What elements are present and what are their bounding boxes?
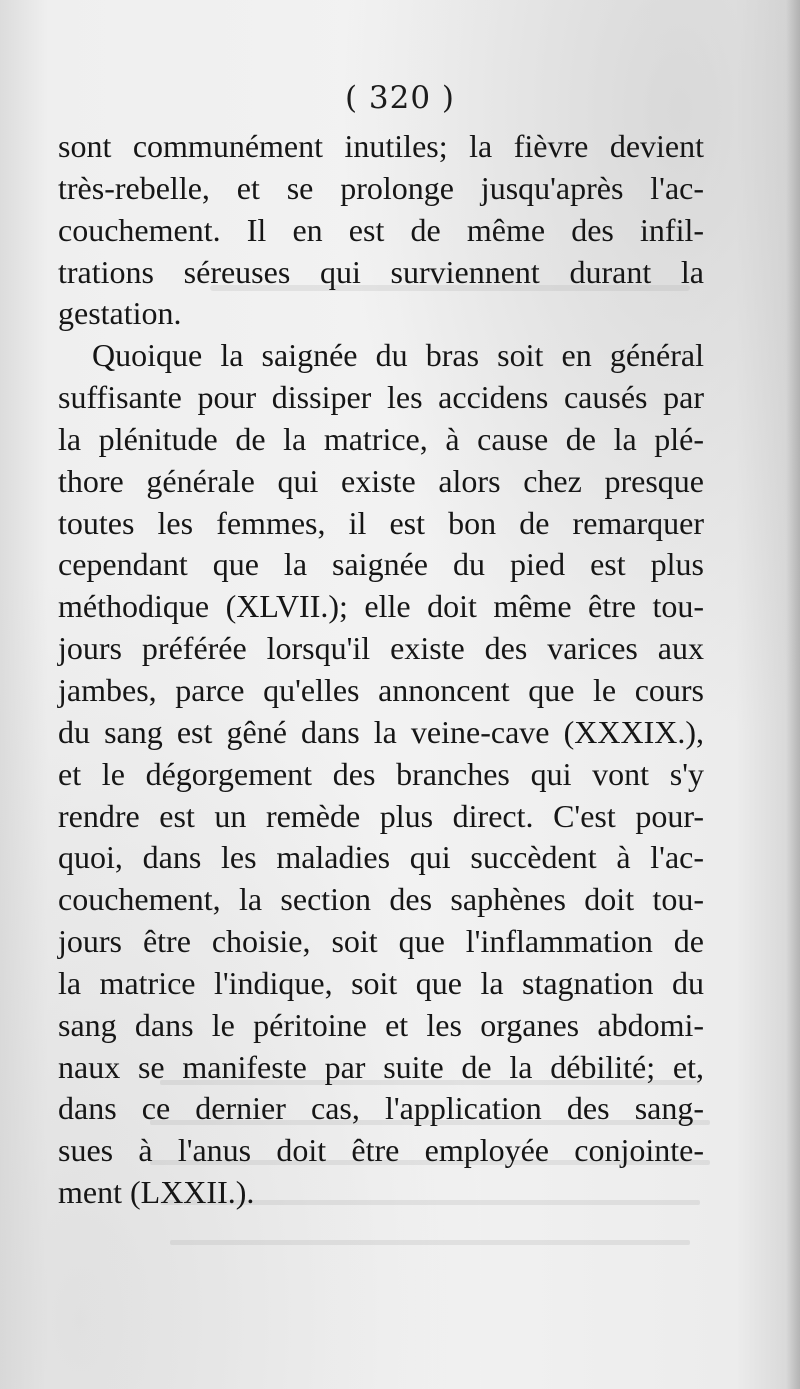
text-line: Quoique la saignée du bras soit en général bbox=[92, 337, 704, 374]
text-line: jambes, parce qu'elles annoncent que le cours bbox=[58, 671, 704, 708]
body-text bbox=[58, 126, 704, 1214]
text-line: jours être choisie, soit que l'inflammation de bbox=[58, 923, 704, 960]
text-line: couchement, la section des saphènes doit tou- bbox=[58, 881, 704, 918]
text-line: méthodique (XLVII.); elle doit même être tou- bbox=[58, 588, 704, 625]
text-line: ment (LXXII.). bbox=[58, 1174, 255, 1211]
text-line: thore générale qui existe alors chez presque bbox=[58, 462, 704, 499]
text-line: sont communément inutiles; la fièvre devient bbox=[58, 128, 704, 164]
page-edge-shadow bbox=[786, 0, 800, 1389]
text-line: rendre est un remède plus direct. C'est pour- bbox=[58, 797, 704, 834]
text-line: du sang est gêné dans la veine-cave (XXXIX.), bbox=[58, 713, 704, 750]
text-line: cependant que la saignée du pied est plus bbox=[58, 546, 704, 583]
text-line: naux se manifeste par suite de la débilité; et, bbox=[58, 1048, 704, 1085]
text-line: et le dégorgement des branches qui vont s'y bbox=[58, 755, 704, 792]
text-line: toutes les femmes, il est bon de remarquer bbox=[58, 504, 704, 541]
text-line: très-rebelle, et se prolonge jusqu'après l'ac- bbox=[58, 169, 704, 206]
page-number: ( 320 ) bbox=[344, 80, 456, 116]
text-line: quoi, dans les maladies qui succèdent à l'ac- bbox=[58, 839, 704, 876]
text-line: la plénitude de la matrice, à cause de la plé- bbox=[58, 420, 704, 457]
text-line: dans ce dernier cas, l'application des sang- bbox=[58, 1090, 704, 1127]
text-line: couchement. Il en est de même des infil- bbox=[58, 211, 704, 248]
text-line: sues à l'anus doit être employée conjointe- bbox=[58, 1132, 704, 1169]
text-line: trations séreuses qui surviennent durant la bbox=[58, 253, 704, 290]
text-line: jours préférée lorsqu'il existe des varices aux bbox=[58, 630, 704, 667]
text-line: gestation. bbox=[58, 295, 182, 332]
text-line: sang dans le péritoine et les organes abdomi- bbox=[58, 1006, 704, 1043]
text-line: suffisante pour dissiper les accidens causés par bbox=[58, 379, 704, 416]
text-line: la matrice l'indique, soit que la stagnation du bbox=[58, 964, 704, 1001]
